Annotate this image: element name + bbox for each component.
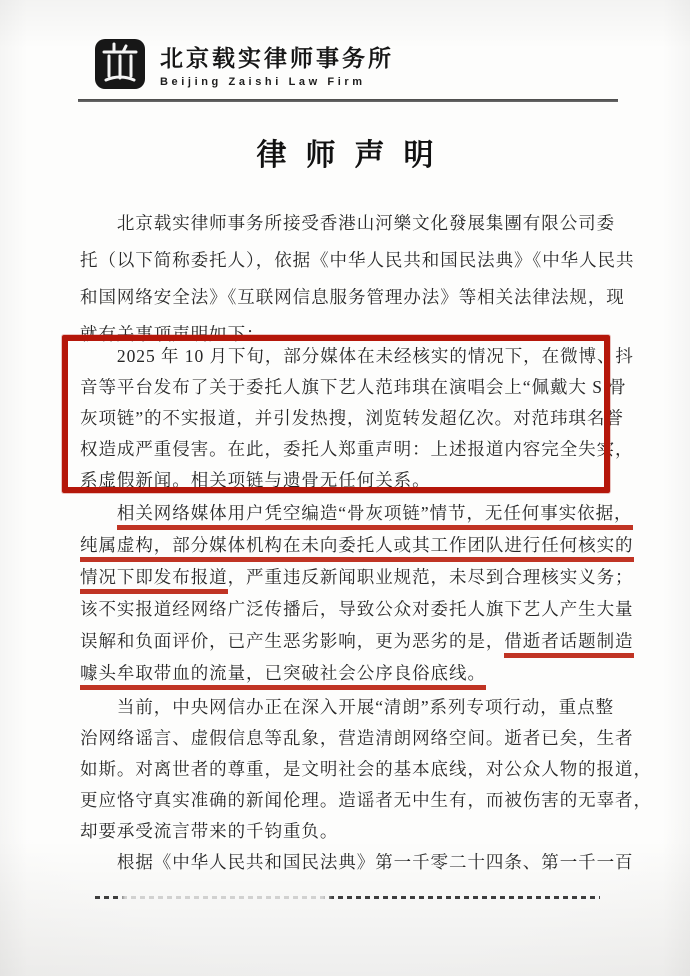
text-segment: 灰项链”的不实报道，并引发热搜，浏览转发超亿次。对范玮琪名誉 [80, 408, 624, 428]
red-underlined-text: 纯属虚构，部分媒体机构在未向委托人或其工作团队进行任何核实的 [80, 535, 634, 562]
paragraph-normal [80, 205, 635, 353]
firm-name-english: Beijing Zaishi Law Firm [160, 76, 366, 88]
text-line [80, 692, 616, 723]
text-segment: 如斯。对离世者的尊重，是文明社会的基本底线，对公众人物的报道， [80, 759, 652, 779]
text-segment: 更应恪守真实准确的新闻伦理。造谣者无中生有，而被伤害的无辜者， [80, 790, 652, 810]
text-line [80, 785, 652, 816]
paragraph-underlined [80, 497, 634, 689]
text-line [80, 657, 616, 689]
text-segment: 2025 年 10 月下旬，部分媒体在未经核实的情况下，在微博、抖 [80, 346, 634, 366]
text-segment: 就有关事项声明如下： [80, 324, 265, 344]
text-line [80, 529, 634, 561]
red-underlined-text: 借逝者话题制造 [504, 631, 633, 658]
text-segment: 音等平台发布了关于委托人旗下艺人范玮琪在演唱会上“佩戴大 S 骨 [80, 377, 627, 397]
text-line [80, 754, 652, 785]
text-segment: 当前，中央网信办正在深入开展“清朗”系列专项行动，重点整 [80, 697, 615, 717]
text-line [80, 561, 634, 593]
paragraph-normal [80, 847, 634, 878]
dashed-divider [95, 896, 600, 899]
text-line [80, 279, 625, 316]
text-segment: 和国网络安全法》《互联网信息服务管理办法》等相关法律法规，现 [80, 287, 625, 307]
text-line [80, 816, 616, 847]
text-line [80, 205, 616, 242]
text-segment: 该不实报道经网络广泛传播后，导致公众对委托人旗下艺人产生大量 [80, 599, 634, 619]
text-line [80, 372, 627, 403]
text-segment: 北京载实律师事务所接受香港山河樂文化發展集團有限公司委 [80, 213, 616, 233]
text-segment: ，严重违反新闻职业规范，未尽到合理核实义务； [227, 567, 634, 587]
text-line [80, 242, 635, 279]
document-title: 律师声明 [256, 139, 453, 172]
text-segment: 托（以下简称委托人），依据《中华人民共和国民法典》《中华人民共 [80, 250, 635, 270]
paragraph-normal [80, 692, 652, 847]
red-underlined-text: 情况下即发布报道 [80, 567, 228, 594]
text-segment: 治网络谣言、虚假信息等乱象，营造清朗网络空间。逝者已矣，生者 [80, 728, 634, 748]
text-segment: 系虚假新闻。相关项链与遗骨无任何关系。 [80, 470, 431, 490]
text-line [80, 497, 633, 529]
paragraph-boxed [80, 341, 634, 496]
text-segment [80, 503, 117, 523]
red-underlined-text: 噱头牟取带血的流量，已突破社会公序良俗底线。 [80, 663, 486, 690]
text-line [80, 341, 634, 372]
text-line [80, 434, 634, 465]
text-segment: 根据《中华人民共和国民法典》第一千零二十四条、第一千一百 [80, 852, 634, 872]
text-line [80, 847, 634, 878]
text-line [80, 403, 624, 434]
text-segment: 权造成严重侵害。在此，委托人郑重声明：上述报道内容完全失实， [80, 439, 634, 459]
red-underlined-text: 相关网络媒体用户凭空编造“骨灰项链”情节，无任何事实依据， [117, 503, 633, 530]
firm-name-chinese: 北京载实律师事务所 [160, 45, 394, 71]
text-segment: 却要承受流言带来的千钧重负。 [80, 821, 339, 841]
text-line [80, 465, 616, 496]
text-line [80, 723, 634, 754]
text-line [80, 593, 634, 625]
text-segment: 误解和负面评价，已产生恶劣影响，更为恶劣的是， [80, 631, 505, 651]
text-line [80, 625, 634, 657]
